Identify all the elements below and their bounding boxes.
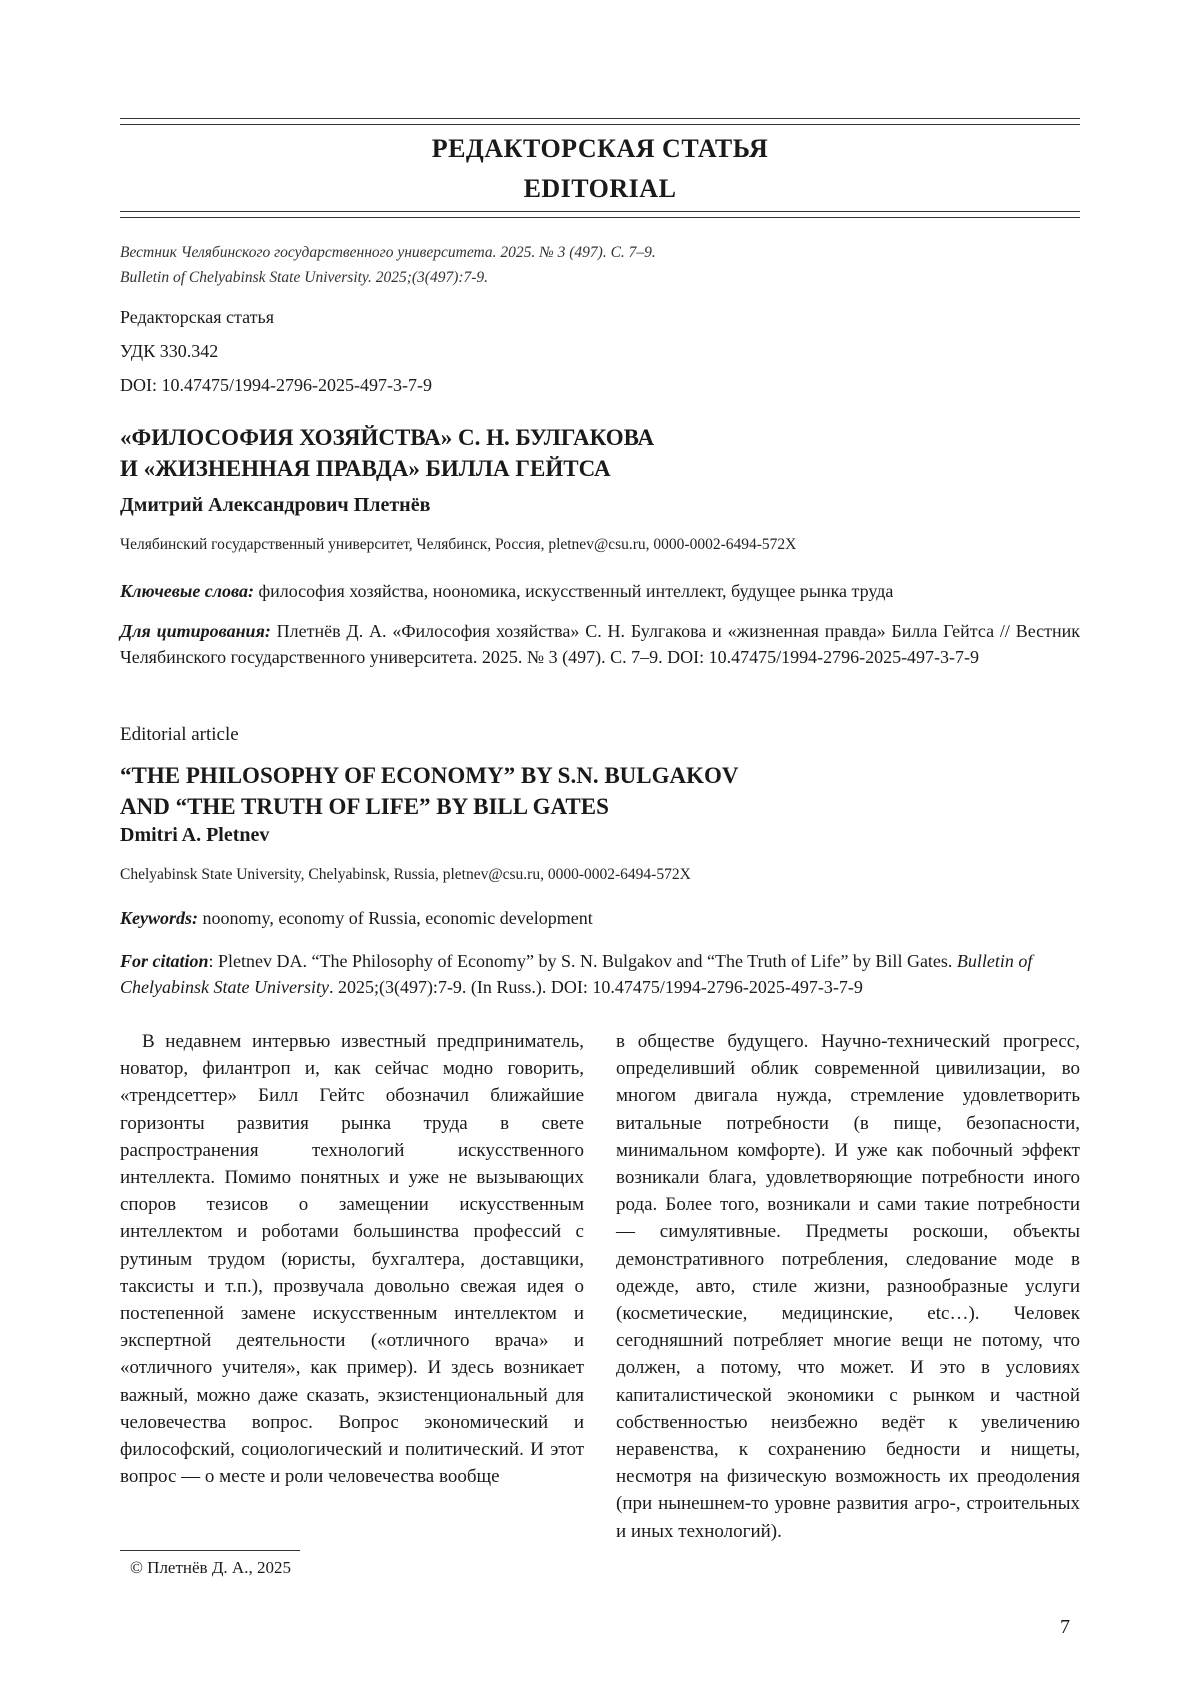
author-ru: Дмитрий Александрович Плетнёв <box>120 494 431 516</box>
article-type-ru: Редакторская статья <box>120 307 274 327</box>
body-text-left: В недавнем интервью известный предприниматель, новатор, филантроп и, как сейчас модно говорить, «трендсеттер» Билл Гейтс обозначил ближайшие горизонты развития рынка труда в свете распространения технологий искусственного интеллекта. Помимо понятных и уже не вызывающих споров тезисов о замещении искусственным интеллектом и роботами большинства профессий с рутиным трудом (юристы, бухгалтера, доставщики, таксисты и т.п.), прозвучала довольно свежая идея о постепенной замене искусственным интеллектом и экспертной деятельности («отличного врача» и «отличного учителя», как пример). И здесь возникает важный, можно даже сказать, экзистенциональный для человечества вопрос. Вопрос экономический и философский, социологический и политический. И этот вопрос — о месте и роли человечества вообще <box>120 1031 584 1488</box>
section-title-en: EDITORIAL <box>523 174 677 203</box>
author-en: Dmitri A. Pletnev <box>120 824 270 846</box>
article-title-ru <box>120 422 1080 484</box>
body-column-right <box>616 1028 1080 1545</box>
body-text-right: в обществе будущего. Научно-технический прогресс, определивший облик современной цивилизации, во многом двигала нужда, стремление удовлетворить витальные потребности (в пище, безопасности, минимальном комфорте). И уже как побочный эффект возникали блага, удовлетворяющие потребности иного рода. Более того, возникали и сами такие потребности — симулятивные. Предметы роскоши, объекты демонстративного потребления, следование моде в одежде, авто, стиле жизни, разнообразные услуги (косметические, медицинские, etc…). Человек сегодняшний потребляет многие вещи не потому, что должен, а потому, что может. И это в условиях капиталистической экономики с рынком и частной собственностью неизбежно ведёт к увеличению неравенства, к сохранению бедности и нищеты, несмотря на физическую возможность их преодоления (при нынешнем-то уровне развития агро-, строительных и иных технологий). <box>616 1031 1080 1542</box>
citation-en-tail: . 2025;(3(497):7-9. (In Russ.). DOI: 10.47475/1994-2796-2025-497-3-7-9 <box>328 977 863 997</box>
keywords-ru-label: Ключевые слова: <box>120 581 254 601</box>
keywords-en <box>120 905 1080 931</box>
header-rule-bottom-2 <box>120 217 1080 218</box>
doi: DOI: 10.47475/1994-2796-2025-497-3-7-9 <box>120 375 432 395</box>
title-ru-line-2: И «ЖИЗНЕННАЯ ПРАВДА» БИЛЛА ГЕЙТСА <box>120 456 611 481</box>
article-meta <box>120 300 1080 402</box>
journal-reference <box>120 240 1080 290</box>
citation-ru <box>120 618 1080 670</box>
footnote-rule <box>120 1550 300 1551</box>
citation-en-text: : Pletnev DA. “The Philosophy of Economy” by S. N. Bulgakov and “The Truth of Life” by Bill Gates. <box>208 951 957 971</box>
article-title-en <box>120 760 1080 822</box>
keywords-en-text: noonomy, economy of Russia, economic development <box>198 908 593 928</box>
keywords-ru <box>120 578 1080 604</box>
header-rule-top-2 <box>120 124 1080 125</box>
udc-code: УДК 330.342 <box>120 341 219 361</box>
keywords-en-label: Keywords: <box>120 908 198 928</box>
affiliation-ru: Челябинский государственный университет, Челябинск, Россия, pletnev@csu.ru, 0000-0002-6494-572X <box>120 536 797 553</box>
header-rule-bottom-1 <box>120 211 1080 212</box>
copyright-footnote: © Плетнёв Д. А., 2025 <box>130 1558 291 1577</box>
citation-en <box>120 948 1080 1000</box>
section-title-ru: РЕДАКТОРСКАЯ СТАТЬЯ <box>431 134 769 163</box>
header-rule-top-1 <box>120 118 1080 119</box>
keywords-ru-text: философия хозяйства, ноономика, искусственный интеллект, будущее рынка труда <box>253 581 894 601</box>
journal-reference-en: Bulletin of Chelyabinsk State University. 2025;(3(497):7-9. <box>120 269 489 286</box>
title-en-line-2: AND “THE TRUTH OF LIFE” BY BILL GATES <box>120 794 609 819</box>
page-number: 7 <box>1060 1616 1070 1638</box>
title-ru-line-1: «ФИЛОСОФИЯ ХОЗЯЙСТВА» С. Н. БУЛГАКОВА <box>120 425 655 450</box>
body-column-left <box>120 1028 584 1490</box>
citation-en-label: For citation <box>120 951 209 971</box>
citation-en-journal: Bulletin of Chelyabinsk State University <box>120 951 1033 997</box>
affiliation-en: Chelyabinsk State University, Chelyabinsk, Russia, pletnev@csu.ru, 0000-0002-6494-572X <box>120 866 691 883</box>
journal-reference-ru: Вестник Челябинского государственного университета. 2025. № 3 (497). С. 7–9. <box>120 244 656 261</box>
title-en-line-1: “THE PHILOSOPHY OF ECONOMY” BY S.N. BULGAKOV <box>120 763 739 788</box>
citation-ru-text: Плетнёв Д. А. «Философия хозяйства» С. Н. Булгакова и «жизненная правда» Билла Гейтса // Вестник Челябинского государственного университета. 2025. № 3 (497). С. 7–9. DOI: 10.47475/1994-2796-2025-497-3-7-9 <box>120 621 1081 667</box>
citation-ru-label: Для цитирования: <box>120 621 271 641</box>
article-type-en: Editorial article <box>120 724 239 745</box>
